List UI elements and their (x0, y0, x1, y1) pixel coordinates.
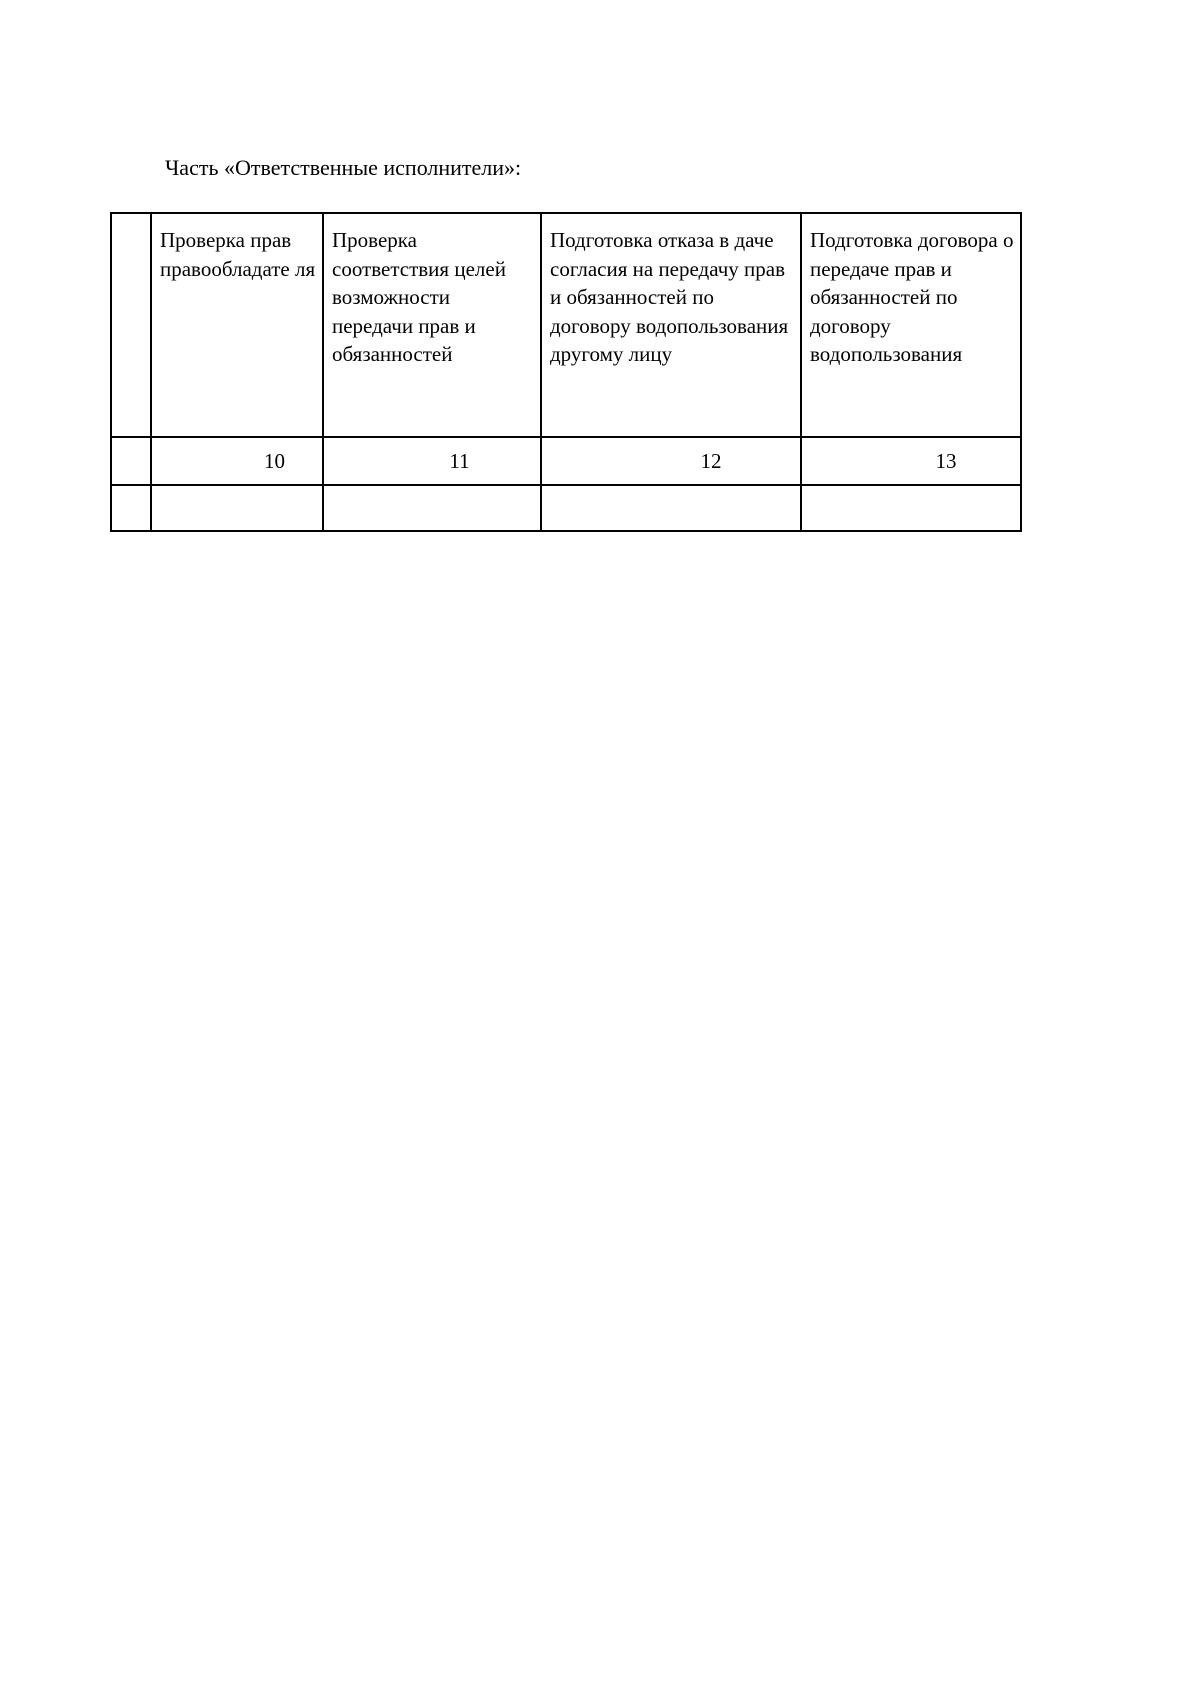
empty-cell (541, 485, 801, 531)
header-cell-label: Подготовка договора о передаче прав и обязанностей по договору водопользования (810, 228, 1014, 366)
empty-cell (111, 485, 151, 531)
header-cell-blank (111, 213, 151, 437)
column-number: 12 (700, 448, 722, 473)
table-header-row (111, 213, 1021, 437)
header-cell-refusal-prep (541, 213, 801, 437)
empty-cell (323, 485, 541, 531)
column-number: 10 (264, 448, 285, 473)
column-number: 13 (935, 448, 957, 473)
empty-cell (151, 485, 323, 531)
table-number-row (111, 437, 1021, 485)
number-cell-blank (111, 437, 151, 485)
empty-cell (801, 485, 1021, 531)
header-cell-contract-prep (801, 213, 1021, 437)
table-empty-row (111, 485, 1021, 531)
header-cell-label: Проверка соответствия целей возможности передачи прав и обязанностей (332, 228, 506, 366)
number-cell (151, 437, 323, 485)
header-cell-goals-check (323, 213, 541, 437)
header-cell-rights-check (151, 213, 323, 437)
section-heading: Часть «Ответственные исполнители»: (165, 155, 522, 180)
number-cell (801, 437, 1021, 485)
column-number: 11 (449, 448, 470, 473)
header-cell-label: Подготовка отказа в даче согласия на передачу прав и обязанностей по договору водопользования другому лицу (550, 228, 789, 366)
number-cell (323, 437, 541, 485)
responsible-executors-table (110, 212, 1022, 532)
header-cell-label: Проверка прав правообладате ля (160, 228, 316, 281)
number-cell (541, 437, 801, 485)
